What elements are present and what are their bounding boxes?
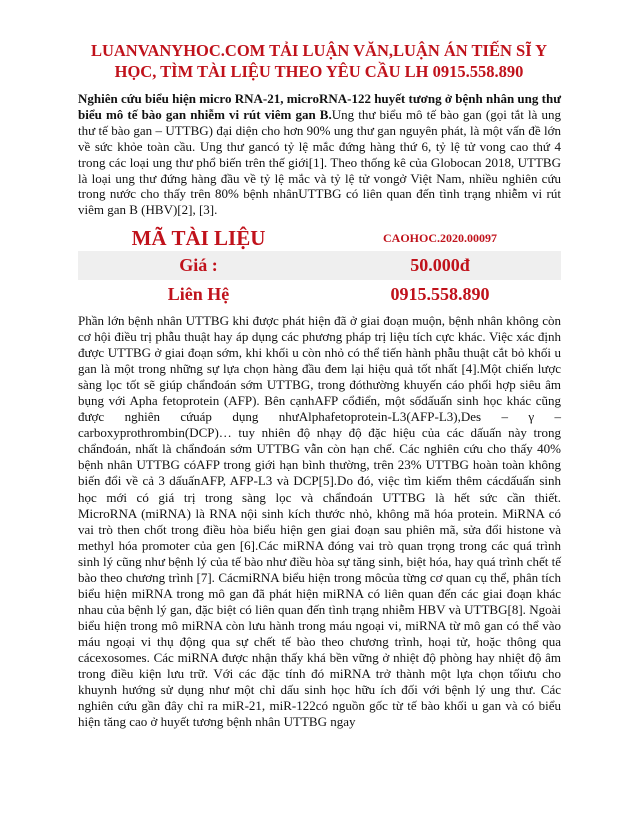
code-value: CAOHOC.2020.00097 (383, 230, 497, 245)
site-banner (60, 40, 578, 82)
intro-paragraph (78, 91, 561, 218)
contact-label: Liên Hệ (167, 283, 230, 304)
contact-phone: 0915.558.890 (390, 283, 490, 304)
banner-line-1: LUANVANYHOC.COM TẢI LUẬN VĂN,LUẬN ÁN TIẾN SĨ Y (90, 41, 548, 60)
code-label: MÃ TÀI LIỆU (131, 225, 266, 250)
body-text (78, 313, 561, 730)
price-row (78, 251, 561, 280)
intro-text: Ung thư biểu mô tế bào gan (gọi tắt là ung thư tế bào gan – UTTBG) đại diện cho hơn 90% ung thư gan nguyên phát, là một vấn đề lớn về sức khỏe toàn cầu. Ung thư gancó tỷ lệ mắc đứng hàng thứ 6, tỷ lệ tử vong cao thứ 4 trong các loại ung thư phổ biến trên thế giới[1]. Theo thống kê của Globocan 2018, UTTBG là loại ung thư đứng hàng đầu về tỷ lệ mắc và tỷ lệ tử vongở Việt Nam, nhiều nghiên cứu trong nước cho thấy trên 80% bệnh nhânUTTBG có liên quan đến tình trạng nhiễm vi rút viêm gan B (HBV)[2], [3]. (78, 106, 561, 218)
price-label: Giá : (78, 251, 319, 280)
document-info-table (78, 225, 561, 308)
banner-line-2: HỌC, TÌM TÀI LIỆU THEO YÊU CẦU LH 0915.558.890 (114, 62, 524, 81)
price-value: 50.000đ (319, 251, 561, 280)
body-paragraph-1: Phần lớn bệnh nhân UTTBG khi được phát hiện đã ở giai đoạn muộn, bệnh nhân không còn cơ hội điều trị phẫu thuật hay áp dụng các phương pháp trị liệu tích cực khác. Việc xác định được UTTBG ở giai đoạn sớm, khi khối u còn nhỏ có thể tiến hành phẫu thuật cắt bỏ khối u gan là một trong những sự lựa chọn hàng đầu đem lại hiệu quả tốt nhất [4].Một chiến lược sàng lọc tốt sẽ giúp chẩnđoán sớm UTTBG, trong đóthường khuyến cáo phối hợp siêu âm bụng với Apha fetoprotein (AFP). Bên cạnhAFP cổđiển, một sốdấuấn sinh học khác cũng được nghiên cứuáp dụng nhưAlphafetoprotein-L3(AFP-L3),Des – γ – carboxyprothrombin(DCP)… tuy nhiên độ nhạy độ đặc hiệu của các dấuấn này trong chẩnđoán, nhất là chẩnđoán sớm UTTBG vẫn còn hạn chế. Các nghiên cứu cho thấy 40% bệnh nhân UTTBG cóAFP trong giới hạn bình thường, trên 23% UTTBG hoàn toàn không biến đổi về cả 3 dấuấnAFP, AFP-L3 và DCP[5].Do đó, việc tìm kiếm thêm cácdấuấn sinh học mới có giá trị trong sàng lọc và chẩnđoán UTTBG là hết sức cần thiết. (78, 313, 561, 505)
body-paragraph-2: MicroRNA (miRNA) là RNA nội sinh kích thước nhỏ, không mã hóa protein. MiRNA có vai trò then chốt trong điều hòa biểu hiện gen giai đoạn sau phiên mã, sửa đổi histone và methyl hóa promoter của gen [6].Các miRNA đóng vai trò quan trọng trong các quá trình sinh lý cũng như bệnh lý của tế bào như điều hòa sự tăng sinh, biệt hóa, hay quá trình chết tế bào theo chương trình [7]. CácmiRNA biểu hiện trong môcủa từng cơ quan cụ thể, phân tích biểu hiện miRNA trong mô gan đã phát hiện miRNA có liên quan đến các giai đoạn khác nhau của bệnh lý gan, đặc biệt có liên quan đến tình trạng nhiễm HBV và UTTBG[8]. Ngoài biểu hiện trong mô miRNA còn lưu hành trong máu ngoại vi, miRNA từ mô gan có thể vào máu ngoại vi thụ động qua sự chết tế bào theo chương trình, hoại tử, hoặc thông qua cácexosomes. Các miRNA được nhận thấy khá bền vững ở nhiệt độ phòng hay nhiệt độ âm trong điều kiện lưu trữ. Với các đặc tính đó miRNA trở thành một lựa chọn tốiưu cho khuynh hướng sử dụng như một chỉ dấu sinh học hữu ích đối với bệnh lý ung thư. Các nghiên cứu gần đây chỉ ra miR-21, miR-122có nguồn gốc từ tế bào khối u gan và có biểu hiện tăng cao ở huyết tương bệnh nhân UTTBG ngay (78, 505, 561, 730)
code-row (78, 225, 561, 251)
intro-title: Nghiên cứu biểu hiện micro RNA-21, microRNA-122 huyết tương ở bệnh nhân ung thư biểu mô tế bào gan nhiễm vi rút viêm gan B. (78, 91, 561, 122)
contact-row (78, 280, 561, 308)
